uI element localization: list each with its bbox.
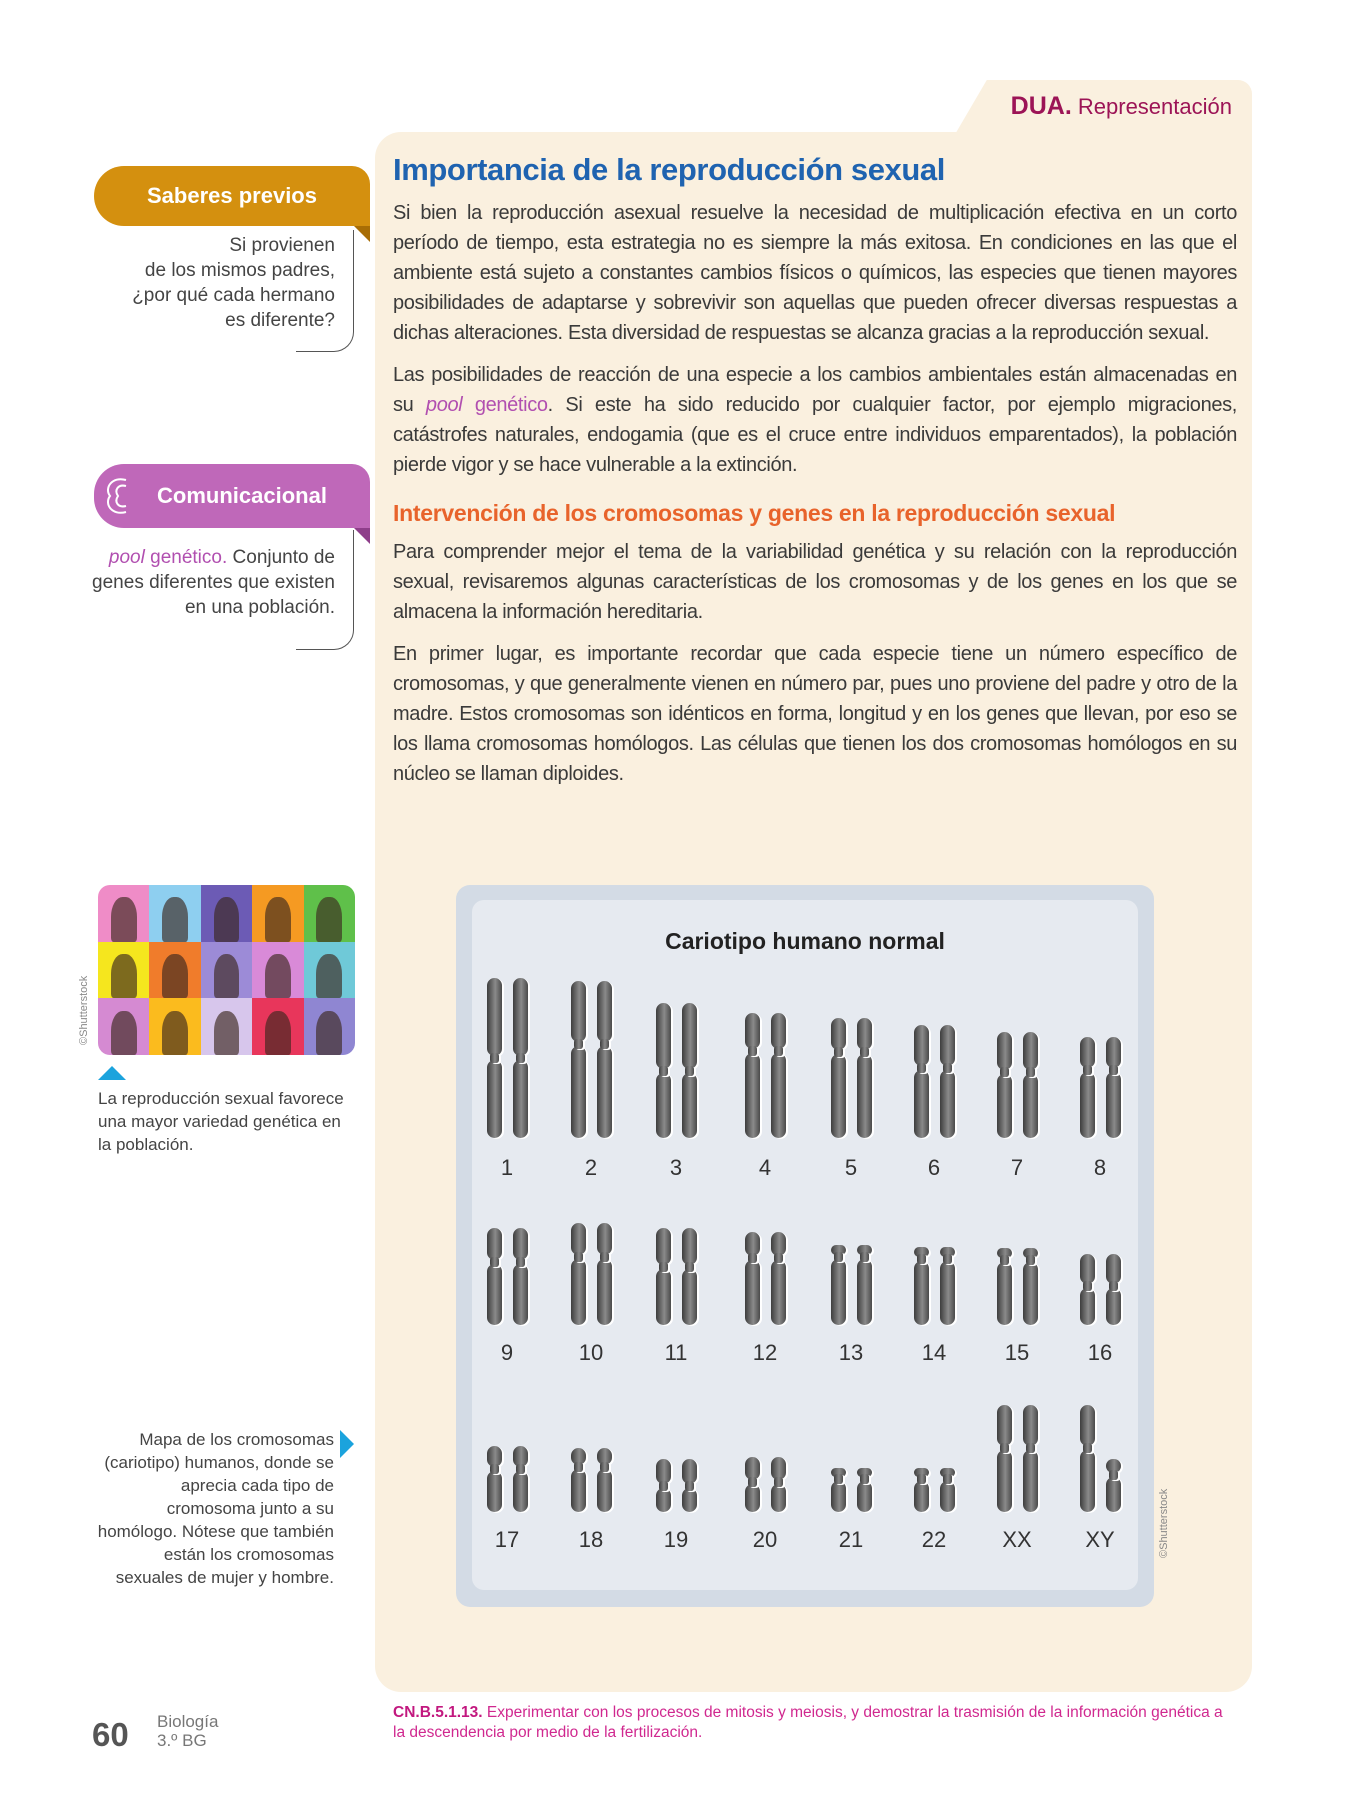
dua-type: Representación xyxy=(1077,94,1232,119)
q-line: de los mismos padres, xyxy=(144,260,335,281)
comunicacional-header xyxy=(94,464,370,528)
chromatid-arm xyxy=(831,1018,846,1050)
chromatid-arm xyxy=(487,978,502,1056)
centromere xyxy=(490,1053,499,1063)
chromatid-arm xyxy=(571,1469,586,1512)
chromatid-arm xyxy=(997,1405,1012,1446)
chromatid-arm xyxy=(571,1046,586,1138)
chromatid-arm xyxy=(513,1228,528,1260)
paragraph: Si bien la reproducción asexual resuelve la necesidad de multiplicación efectiva en un corto período de tiempo, esta estrategia no es siempre la más exitosa. En condiciones en las que el ambiente está sujeto a constantes cambios físicos o químicos, las especies que tienen mayores posibilidades de adaptarse y sobrevivir son aquellas que pueden ofrecer diversas respuestas a dichas alteraciones. Esta diversidad de respuestas se alcanza gracias a la reproducción sexual. xyxy=(393,202,1237,344)
section-subtitle: Intervención de los cromosomas y genes en la reproducción sexual xyxy=(393,500,1116,526)
chromatid-arm xyxy=(771,1013,786,1049)
chromatid-arm xyxy=(1106,1477,1121,1512)
chromosome-label: 9 xyxy=(500,1340,514,1365)
centromere xyxy=(574,1462,583,1472)
centromere xyxy=(748,1253,757,1263)
chromatid-arm xyxy=(771,1260,786,1325)
karyotype-credit: ©Shutterstock xyxy=(1158,1488,1170,1558)
chromatid-arm xyxy=(914,1481,929,1512)
centromere xyxy=(516,1464,525,1474)
dogs-caption: La reproducción sexual favorece una mayor variedad genética en la población. xyxy=(98,1089,344,1154)
chromatid-arm xyxy=(682,1269,697,1325)
saberes-previos-header xyxy=(94,166,370,226)
chromatid-arm xyxy=(597,981,612,1042)
chromatid-arm xyxy=(997,1032,1012,1070)
centromere xyxy=(659,1066,668,1076)
chromosome-label: 5 xyxy=(844,1155,858,1180)
chromatid-arm xyxy=(1080,1037,1095,1068)
chromatid-arm xyxy=(682,1459,697,1484)
chromatid-arm xyxy=(487,1471,502,1512)
q-line: Si provienen xyxy=(229,235,335,256)
chromosome-label: 7 xyxy=(1010,1155,1024,1180)
chromatid-arm xyxy=(513,1060,528,1138)
term-rest: genético xyxy=(462,394,548,416)
chromatid-arm xyxy=(656,1003,671,1069)
chromatid-arm xyxy=(656,1228,671,1265)
centromere xyxy=(748,1477,757,1487)
centromere xyxy=(917,1474,926,1484)
centromere xyxy=(860,1047,869,1057)
chromatid-arm xyxy=(997,1074,1012,1138)
chromosome-label: 4 xyxy=(758,1155,772,1180)
centromere xyxy=(490,1464,499,1474)
chromatid-arm xyxy=(940,1025,955,1066)
dog-tile xyxy=(252,885,303,942)
dog-tile xyxy=(304,998,355,1055)
photo-credit: ©Shutterstock xyxy=(78,975,90,1045)
chromatid-arm xyxy=(1023,1405,1038,1446)
chromosome-label: 12 xyxy=(752,1340,778,1365)
centromere xyxy=(774,1046,783,1056)
centromere xyxy=(917,1063,926,1073)
chromatid-arm xyxy=(1106,1072,1121,1138)
term-pool xyxy=(426,394,548,416)
chromatid-arm xyxy=(914,1261,929,1325)
chromatid-arm xyxy=(1023,1450,1038,1512)
chromosome-label: 19 xyxy=(663,1527,689,1552)
dogs-photo xyxy=(98,885,355,1055)
standard-code: CN.B.5.1.13. xyxy=(393,1704,483,1721)
chromosome-label: 21 xyxy=(838,1527,864,1552)
karyotype-caption: Mapa de los cromosomas (cariotipo) humanos, donde se aprecia cada tipo de cromosoma junto a su homólogo. Nótese que también están los cromosomas sexuales de mujer y hombre. xyxy=(97,1430,334,1587)
chromosome-label: 10 xyxy=(578,1340,604,1365)
saberes-label: Saberes previos xyxy=(147,183,317,208)
chromatid-arm xyxy=(597,1223,612,1255)
chromatid-arm xyxy=(1080,1450,1095,1512)
term-italic: pool xyxy=(108,547,145,568)
chromatid-arm xyxy=(997,1450,1012,1512)
triangle-up-icon xyxy=(98,1066,126,1080)
centromere xyxy=(1026,1255,1035,1265)
dua-label xyxy=(1011,92,1232,121)
centromere xyxy=(1109,1065,1118,1075)
chromatid-arm xyxy=(771,1053,786,1139)
centromere xyxy=(1083,1065,1092,1075)
centromere xyxy=(860,1252,869,1262)
chromatid-arm xyxy=(857,1054,872,1138)
chromatid-arm xyxy=(940,1261,955,1325)
q-line: es diferente? xyxy=(225,310,335,331)
bracket-line xyxy=(296,530,354,650)
chromatid-arm xyxy=(682,1488,697,1513)
dog-tile xyxy=(201,998,252,1055)
chromosome-label: 17 xyxy=(494,1527,520,1552)
centromere xyxy=(943,1063,952,1073)
dog-tile xyxy=(252,998,303,1055)
grade: 3.º BG xyxy=(157,1731,207,1750)
dog-tile xyxy=(98,998,149,1055)
main-content xyxy=(393,152,1237,801)
centromere xyxy=(943,1474,952,1484)
chromatid-arm xyxy=(597,1469,612,1512)
chromatid-arm xyxy=(745,1260,760,1325)
chromatid-arm xyxy=(597,1046,612,1138)
term-rest: genético. xyxy=(144,547,228,568)
chromosome-label: 16 xyxy=(1087,1340,1113,1365)
chromatid-arm xyxy=(1023,1032,1038,1070)
chromatid-arm xyxy=(682,1228,697,1265)
chromosome-label: 15 xyxy=(1004,1340,1030,1365)
chromatid-arm xyxy=(1106,1254,1121,1284)
chromatid-arm xyxy=(1023,1074,1038,1138)
centromere xyxy=(659,1481,668,1491)
book-info xyxy=(157,1712,218,1750)
centromere xyxy=(917,1254,926,1264)
chromatid-arm xyxy=(513,1471,528,1512)
centromere xyxy=(1083,1443,1092,1453)
chromatid-arm xyxy=(831,1481,846,1512)
chromatid-arm xyxy=(914,1070,929,1138)
q-line: ¿por qué cada hermano xyxy=(132,285,335,306)
centromere xyxy=(600,1252,609,1262)
chromatid-arm xyxy=(487,1060,502,1138)
centromere xyxy=(1000,1443,1009,1453)
centromere xyxy=(834,1474,843,1484)
centromere xyxy=(774,1253,783,1263)
chromatid-arm xyxy=(745,1484,760,1512)
chromatid-arm xyxy=(682,1003,697,1069)
chromatid-arm xyxy=(857,1481,872,1512)
chromatid-arm xyxy=(745,1053,760,1139)
text: . Si este ha sido reducido por cualquier factor, por ejemplo migraciones, catástrofes naturales, endogamia (que es el cruce entre individuos emparentados), la población pierde vigor y se hace vulnerable a la extinción. xyxy=(393,394,1237,476)
chromatid-arm xyxy=(487,1228,502,1260)
dua-prefix: DUA. xyxy=(1010,92,1072,120)
centromere xyxy=(659,1262,668,1272)
chromatid-arm xyxy=(571,1259,586,1325)
centromere xyxy=(860,1474,869,1484)
chromatid-arm xyxy=(1106,1037,1121,1068)
paragraph-pool xyxy=(393,360,1237,480)
text: Las posibilidades de reacción de una especie a los cambios ambientales están almacenadas en su xyxy=(393,364,1237,416)
centromere xyxy=(943,1254,952,1264)
karyotype-title: Cariotipo humano normal xyxy=(665,928,945,954)
chromatid-arm xyxy=(857,1018,872,1050)
chromatid-arm xyxy=(513,978,528,1056)
centromere xyxy=(748,1046,757,1056)
chromatid-arm xyxy=(997,1262,1012,1325)
term-italic: pool xyxy=(425,394,463,416)
triangle-right-icon xyxy=(340,1430,354,1458)
centromere xyxy=(685,1481,694,1491)
page-number: 60 xyxy=(92,1716,129,1753)
centromere xyxy=(774,1477,783,1487)
chromosome-label: 8 xyxy=(1093,1155,1107,1180)
subject: Biología xyxy=(157,1712,219,1731)
glossary-definition: Conjunto de genes diferentes que existen en una población. xyxy=(92,547,335,618)
chromatid-arm xyxy=(656,1488,671,1513)
chromatid-arm xyxy=(1080,1288,1095,1325)
centromere xyxy=(600,1462,609,1472)
chromatid-arm xyxy=(656,1269,671,1325)
centromere xyxy=(1000,1067,1009,1077)
chromosome-label: 11 xyxy=(664,1340,688,1365)
chromatid-arm xyxy=(914,1025,929,1066)
centromere xyxy=(574,1252,583,1262)
chromatid-arm xyxy=(771,1484,786,1512)
comunicacional-label: Comunicacional xyxy=(157,483,327,508)
chromosome-label: 20 xyxy=(752,1527,778,1552)
dog-tile xyxy=(149,885,200,942)
page-title: Importancia de la reproducción sexual xyxy=(393,152,945,187)
chromatid-arm xyxy=(682,1073,697,1139)
centromere xyxy=(1026,1443,1035,1453)
centromere xyxy=(685,1066,694,1076)
centromere xyxy=(834,1252,843,1262)
chromatid-arm xyxy=(831,1054,846,1138)
chromatid-arm xyxy=(1023,1262,1038,1325)
chromatid-arm xyxy=(1080,1405,1095,1446)
centromere xyxy=(600,1039,609,1049)
dog-tile xyxy=(201,885,252,942)
dog-tile xyxy=(98,942,149,999)
bracket-line xyxy=(296,230,354,352)
dog-tile xyxy=(304,885,355,942)
paragraph: En primer lugar, es importante recordar que cada especie tiene un número específico de cromosomas, y que generalmente vienen en número par, pues uno proviene del padre y otro de la madre. Estos cromosomas son idénticos en forma, longitud y en los genes que llevan, por eso se los llama cromosomas homólogos. Las células que tienen los dos cromosomas homólogos en su núcleo se llaman diploides. xyxy=(393,643,1237,785)
centromere xyxy=(1000,1255,1009,1265)
chromosome-label: 22 xyxy=(921,1527,947,1552)
paragraph: Para comprender mejor el tema de la variabilidad genética y su relación con la reproducción sexual, revisaremos algunas características de los cromosomas y de los genes en los que se almacena la información hereditaria. xyxy=(393,541,1237,623)
chromatid-arm xyxy=(571,981,586,1042)
curriculum-standard xyxy=(393,1703,1238,1743)
chromatid-arm xyxy=(597,1259,612,1325)
chromosome-label: 13 xyxy=(838,1340,864,1365)
dog-tile xyxy=(201,942,252,999)
standard-text: Experimentar con los procesos de mitosis y meiosis, y demostrar la trasmisión de la información genética a la descendencia por medio de la fertilización. xyxy=(393,1704,1223,1741)
chromatid-arm xyxy=(940,1481,955,1512)
dog-tile xyxy=(149,942,200,999)
chromosome-label: 2 xyxy=(584,1155,598,1180)
centromere xyxy=(1083,1281,1092,1291)
chromatid-arm xyxy=(1080,1072,1095,1138)
glossary-term xyxy=(109,547,227,568)
centromere xyxy=(1109,1470,1118,1480)
centromere xyxy=(490,1257,499,1267)
chromatid-arm xyxy=(831,1259,846,1325)
speech-icon xyxy=(102,474,136,518)
dog-tile xyxy=(252,942,303,999)
centromere xyxy=(1026,1067,1035,1077)
chromatid-arm xyxy=(940,1070,955,1138)
chromatid-arm xyxy=(656,1459,671,1484)
chromatid-arm xyxy=(745,1013,760,1049)
chromosome-label: 18 xyxy=(578,1527,604,1552)
dog-tile xyxy=(304,942,355,999)
centromere xyxy=(685,1262,694,1272)
chromosome-label: 14 xyxy=(921,1340,947,1365)
chromatid-arm xyxy=(857,1259,872,1325)
chromatid-arm xyxy=(656,1073,671,1139)
chromatid-arm xyxy=(513,1264,528,1325)
chromatid-arm xyxy=(1080,1254,1095,1284)
centromere xyxy=(574,1039,583,1049)
dog-tile xyxy=(98,885,149,942)
centromere xyxy=(834,1047,843,1057)
dog-tile xyxy=(149,998,200,1055)
chromatid-arm xyxy=(571,1223,586,1255)
chromosome-label: XX xyxy=(1002,1527,1032,1552)
centromere xyxy=(516,1053,525,1063)
chromosome-label: 3 xyxy=(669,1155,683,1180)
chromosome-label: 6 xyxy=(927,1155,941,1180)
chromatid-arm xyxy=(487,1264,502,1325)
chromosome-label: 1 xyxy=(500,1155,514,1180)
chromatid-arm xyxy=(1106,1288,1121,1325)
chromosome-label: XY xyxy=(1085,1527,1115,1552)
centromere xyxy=(516,1257,525,1267)
centromere xyxy=(1109,1281,1118,1291)
